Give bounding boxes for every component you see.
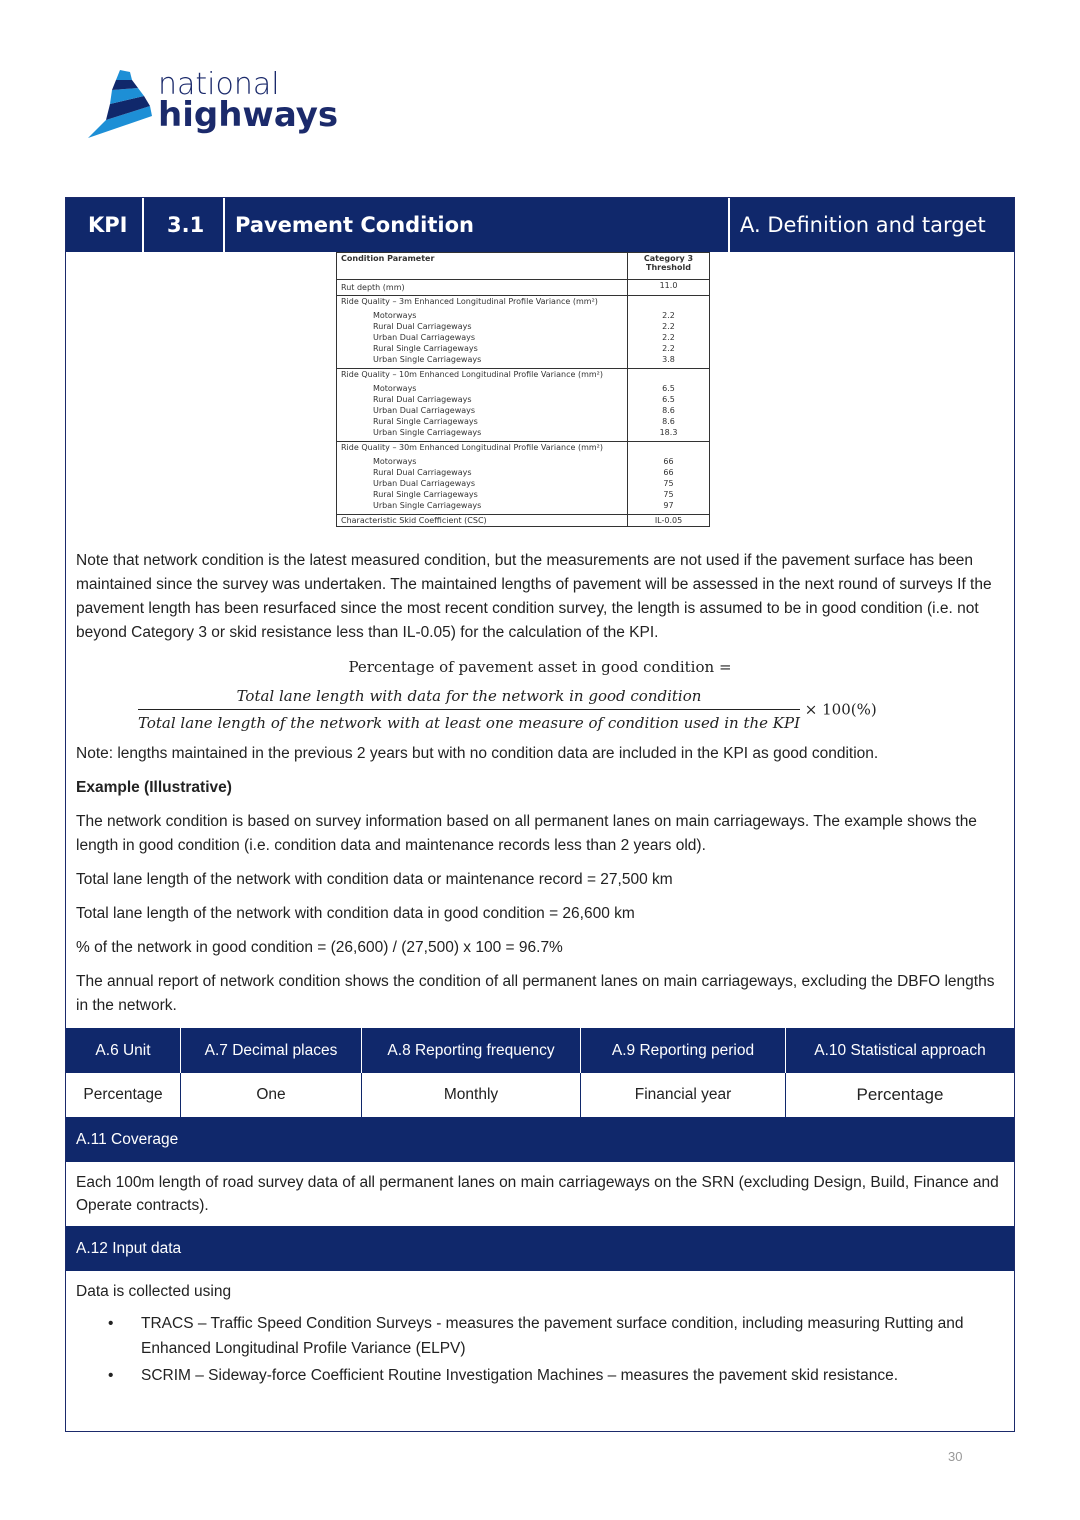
page-number: 30 xyxy=(948,1449,963,1464)
body-text xyxy=(66,527,1014,1018)
kpi-label: KPI xyxy=(66,198,144,252)
threshold-value: 75 xyxy=(628,478,710,489)
section-title: A. Definition and target xyxy=(740,213,986,237)
threshold-value: 75 xyxy=(628,489,710,500)
list-item: • TRACS – Traffic Speed Condition Surveys - measures the pavement surface condition, including measuring Rutting and Enhanced Longitudinal Profile Variance (ELPV) xyxy=(76,1311,1004,1361)
formula-numerator: Total lane length with data for the network in good condition xyxy=(236,687,702,705)
formula-title: Percentage of pavement asset in good condition = xyxy=(348,658,732,676)
example-good-length: Total lane length of the network with condition data in good condition = 26,600 km xyxy=(76,905,635,922)
rut-depth-label: Rut depth (mm) xyxy=(337,280,628,296)
csc-value: IL-0.05 xyxy=(628,515,710,527)
logo-text-national: national xyxy=(158,67,280,102)
road-type: Motorways xyxy=(373,311,417,320)
example-heading: Example (Illustrative) xyxy=(76,779,232,796)
header-reporting-period: A.9 Reporting period xyxy=(581,1028,786,1073)
csc-label: Characteristic Skid Coefficient (CSC) xyxy=(337,515,628,527)
value-statistical-approach: Percentage xyxy=(856,1085,944,1104)
group-value-cell xyxy=(628,369,710,381)
rut-depth-value: 11.0 xyxy=(628,280,710,296)
group-title: Ride Quality – 3m Enhanced Longitudinal Profile Variance (mm²) xyxy=(337,296,628,308)
list-item: • SCRIM – Sideway-force Coefficient Routine Investigation Machines – measures the pavement skid resistance. xyxy=(76,1363,1004,1388)
header-decimal-places: A.7 Decimal places xyxy=(181,1028,362,1073)
input-data-section xyxy=(66,1271,1014,1399)
road-type: Rural Dual Carriageways xyxy=(373,468,472,477)
group-title: Ride Quality – 30m Enhanced Longitudinal Profile Variance (mm²) xyxy=(337,442,628,454)
road-type: Rural Dual Carriageways xyxy=(373,395,472,404)
group-title: Ride Quality – 10m Enhanced Longitudinal Profile Variance (mm²) xyxy=(337,369,628,381)
value-unit: Percentage xyxy=(66,1073,181,1117)
header-unit: A.6 Unit xyxy=(66,1028,181,1073)
threshold-value: 6.5 xyxy=(628,380,710,394)
example-annual-report: The annual report of network condition shows the condition of all permanent lanes on main carriageways, excluding the DBFO lengths in the network. xyxy=(76,973,995,1014)
coverage-text: Each 100m length of road survey data of all permanent lanes on main carriageways on the SRN (excluding Design, Build, Finance and Operate contracts). xyxy=(76,1174,999,1214)
kpi-formula xyxy=(76,685,1004,734)
kpi-header xyxy=(66,198,1014,252)
threshold-value: 97 xyxy=(628,500,710,515)
road-type: Rural Single Carriageways xyxy=(373,417,478,426)
threshold-value: 66 xyxy=(628,453,710,467)
formula-multiplier: × 100(%) xyxy=(804,700,877,719)
coverage-heading: A.11 Coverage xyxy=(66,1117,1014,1162)
header-reporting-frequency: A.8 Reporting frequency xyxy=(362,1028,581,1073)
road-type: Motorways xyxy=(373,384,417,393)
threshold-value: 3.8 xyxy=(628,354,710,369)
road-type: Rural Dual Carriageways xyxy=(373,322,472,331)
header-statistical-approach: A.10 Statistical approach xyxy=(814,1041,986,1059)
input-data-list xyxy=(76,1311,1004,1388)
threshold-value: 6.5 xyxy=(628,394,710,405)
kpi-title: Pavement Condition xyxy=(225,198,730,252)
threshold-value: 18.3 xyxy=(628,427,710,442)
formula-denominator: Total lane length of the network with at least one measure of condition used in the KPI xyxy=(138,709,800,734)
road-type: Urban Single Carriageways xyxy=(373,501,482,510)
road-type: Urban Dual Carriageways xyxy=(373,479,476,488)
col-header-threshold: Category 3 Threshold xyxy=(628,253,710,280)
national-highways-logo xyxy=(86,66,339,146)
logo-text-highways: highways xyxy=(158,95,339,135)
road-type: Rural Single Carriageways xyxy=(373,490,478,499)
threshold-value: 2.2 xyxy=(628,343,710,354)
road-type: Motorways xyxy=(373,457,417,466)
input-data-intro: Data is collected using xyxy=(76,1283,232,1300)
logo-mark-icon xyxy=(86,70,152,140)
kpi-number: 3.1 xyxy=(144,198,225,252)
threshold-value: 66 xyxy=(628,467,710,478)
threshold-value: 8.6 xyxy=(628,416,710,427)
note-lengths: Note: lengths maintained in the previous 2 years but with no condition data are included in the KPI as good condition. xyxy=(76,745,879,762)
group-value-cell xyxy=(628,442,710,454)
col-header-parameter: Condition Parameter xyxy=(341,254,435,263)
value-reporting-period: Financial year xyxy=(581,1073,786,1117)
threshold-value: 8.6 xyxy=(628,405,710,416)
road-type: Urban Dual Carriageways xyxy=(373,333,476,342)
value-decimal-places: One xyxy=(181,1073,362,1117)
example-percentage: % of the network in good condition = (26,600) / (27,500) x 100 = 96.7% xyxy=(76,939,563,956)
attributes-header-row xyxy=(66,1028,1014,1073)
road-type: Rural Single Carriageways xyxy=(373,344,478,353)
note-paragraph: Note that network condition is the latest measured condition, but the measurements are not used if the pavement surface has been maintained since the survey was undertaken. The maintained lengths of pavement will be assessed in the next round of surveys If the pavement length has been resurfaced since the most recent condition survey, the length is assumed to be in good condition (i.e. not beyond Category 3 or skid resistance less than IL-0.05) for the calculation of the KPI. xyxy=(76,552,992,641)
example-paragraph: The network condition is based on survey information based on all permanent lanes on main carriageways. The example shows the length in good condition (i.e. condition data and maintenance records less than 2 years old). xyxy=(76,813,977,854)
threshold-value: 2.2 xyxy=(628,332,710,343)
road-type: Urban Single Carriageways xyxy=(373,428,482,437)
value-reporting-frequency: Monthly xyxy=(362,1073,581,1117)
example-total-length: Total lane length of the network with condition data or maintenance record = 27,500 km xyxy=(76,871,673,888)
kpi-sheet xyxy=(65,197,1015,1432)
threshold-value: 2.2 xyxy=(628,321,710,332)
road-type: Urban Dual Carriageways xyxy=(373,406,476,415)
road-type: Urban Single Carriageways xyxy=(373,355,482,364)
threshold-value: 2.2 xyxy=(628,307,710,321)
input-data-heading: A.12 Input data xyxy=(66,1226,1014,1271)
group-value-cell xyxy=(628,296,710,308)
condition-threshold-table xyxy=(336,252,710,527)
attributes-value-row xyxy=(66,1073,1014,1117)
